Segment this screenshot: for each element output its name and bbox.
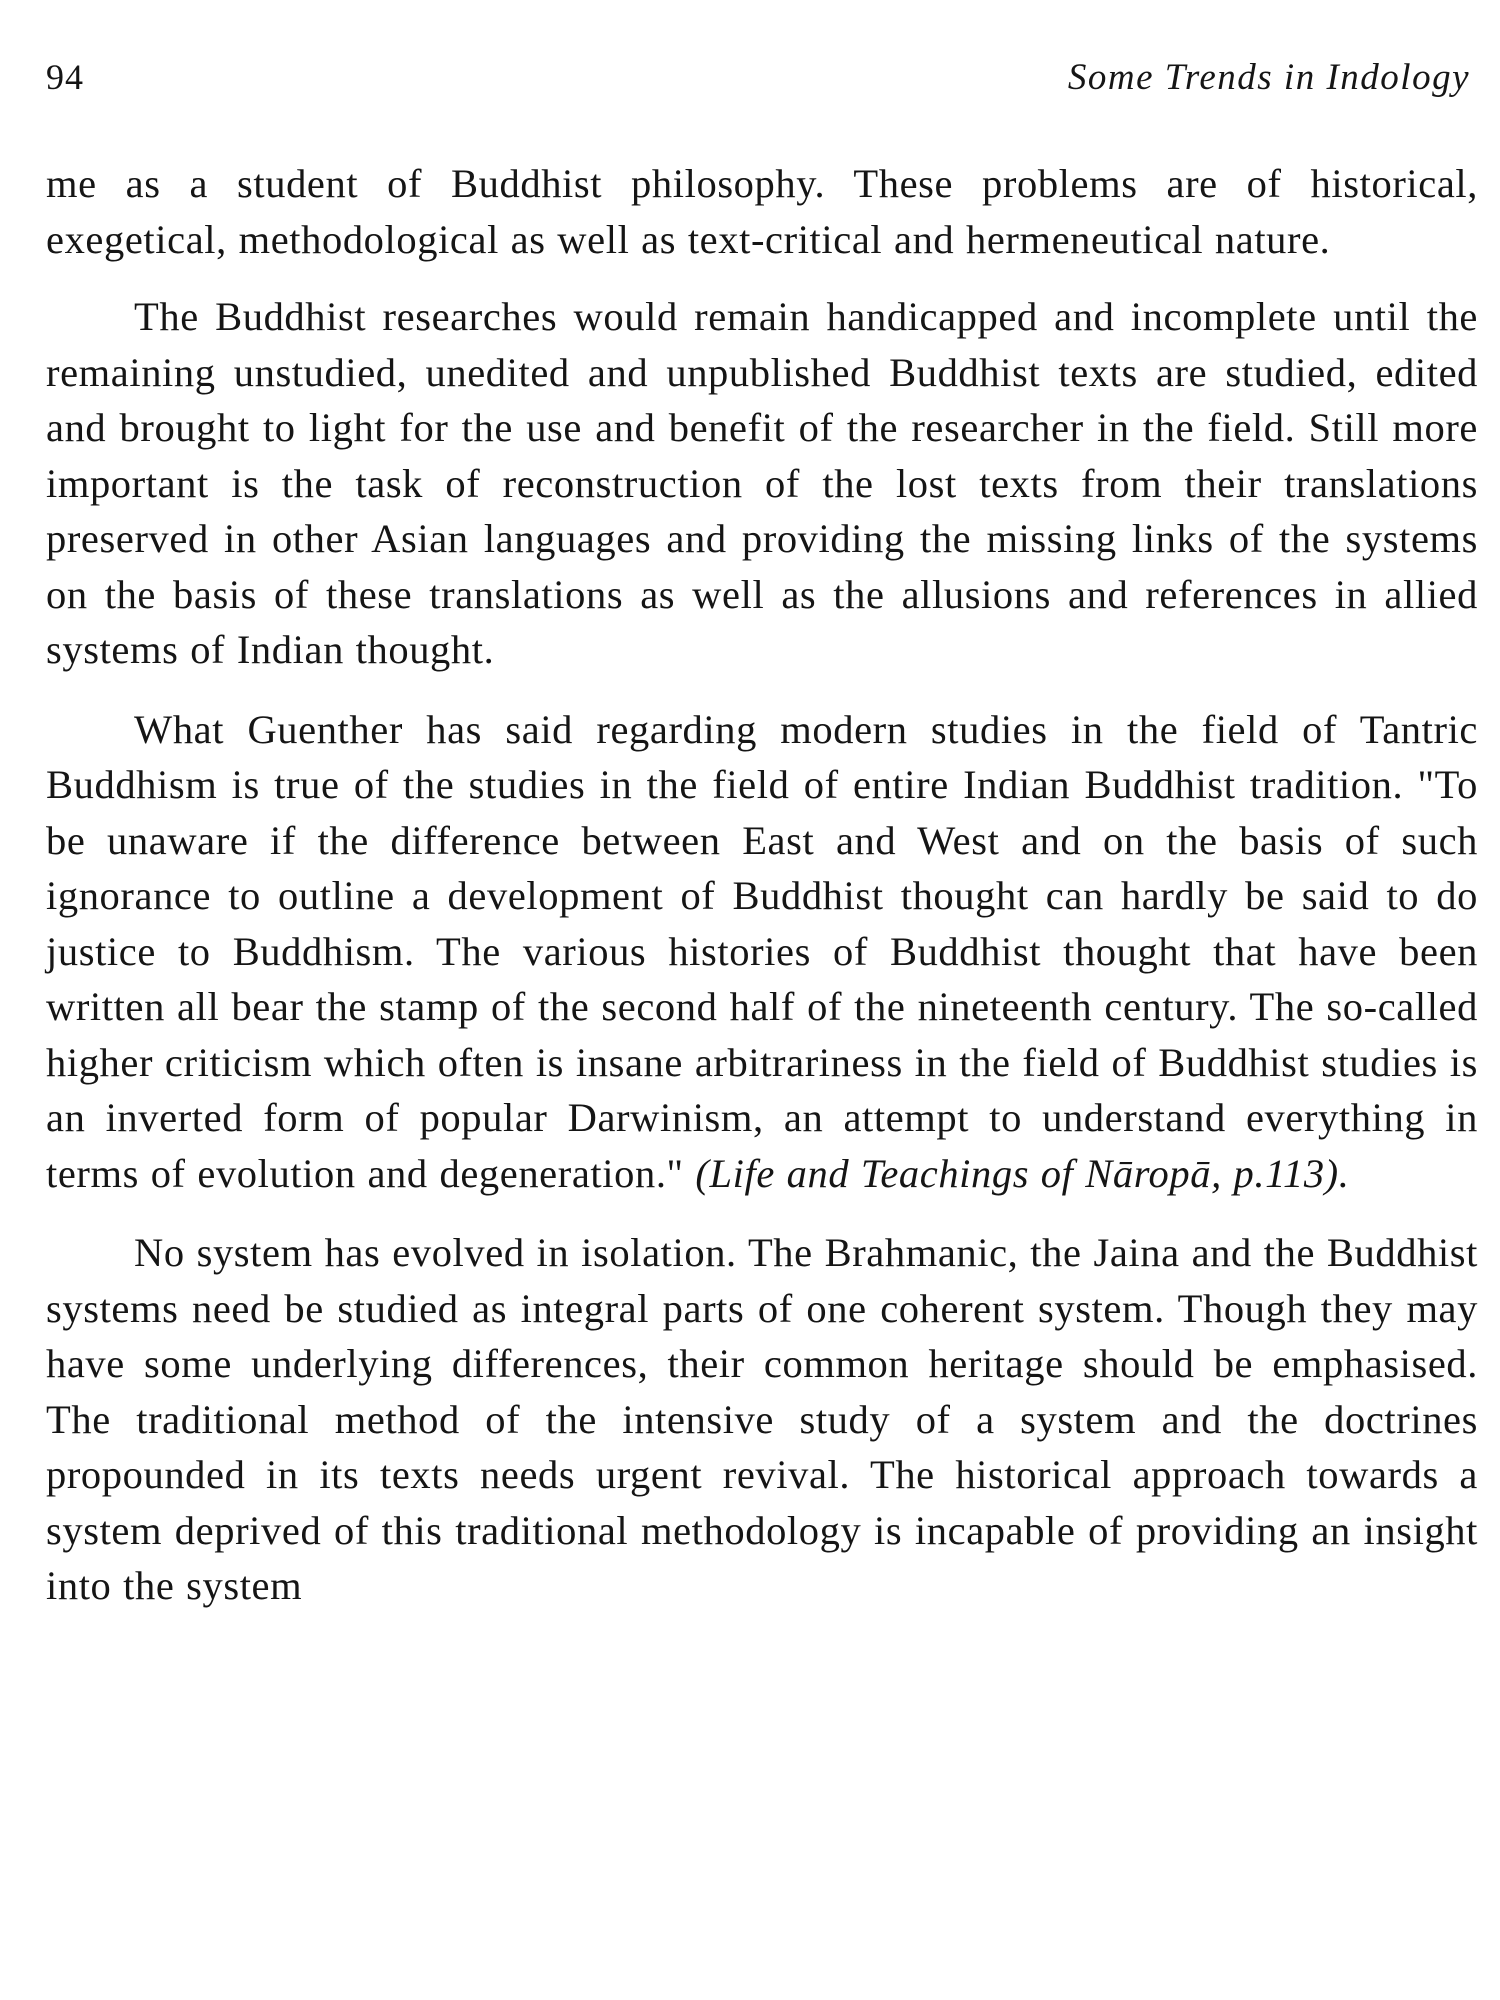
running-title: Some Trends in Indology (1067, 57, 1470, 98)
paragraph-no-system-isolation: No system has evolved in isolation. The Brahmanic, the Jaina and the Buddhist systems need be studied as integral parts of one coherent system. Though they may have some underlying differences, their common heritage should be emphasised. The traditional method of the intensive study of a system and the doctrines propounded in its texts needs urgent revival. The historical approach towards a system deprived of this traditional methodology is incapable of providing an insight into the system (46, 1230, 1478, 1608)
page-header (46, 56, 1470, 116)
body-text (46, 156, 1478, 1638)
quote-text: What Guenther has said regarding modern studies in the field of Tantric Buddhism is true of the studies in the field of entire Indian Buddhist tradition. "To be unaware if the difference between East and West and on the basis of such ignorance to outline a development of Buddhist thought can hardly be said to do justice to Buddhism. The various histories of Buddhist thought that have been written all bear the stamp of the second half of the nineteenth century. The so-called higher criticism which often is insane arbitrariness in the field of Buddhist studies is an inverted form of popular Darwinism, an attempt to understand everything in terms of evolution and degeneration." (46, 706, 1478, 1196)
citation: (Life and Teachings of Nāropā, p.113). (695, 1150, 1350, 1196)
paragraph-buddhist-researches: The Buddhist researches would remain handicapped and incomplete until the remaining unstudied, unedited and unpublished Buddhist texts are studied, edited and brought to light for the use and benefit of the researcher in the field. Still more important is the task of reconstruction of the lost texts from their translations preserved in other Asian languages and providing the missing links of the systems on the basis of these translations as well as the allusions and references in allied systems of Indian thought. (46, 294, 1478, 672)
page-number: 94 (46, 57, 84, 97)
paragraph-guenther-quote (46, 702, 1478, 1202)
paragraph-continued: me as a student of Buddhist philosophy. These problems are of historical, exegetical, methodological as well as text-critical and hermeneutical nature. (46, 161, 1478, 262)
